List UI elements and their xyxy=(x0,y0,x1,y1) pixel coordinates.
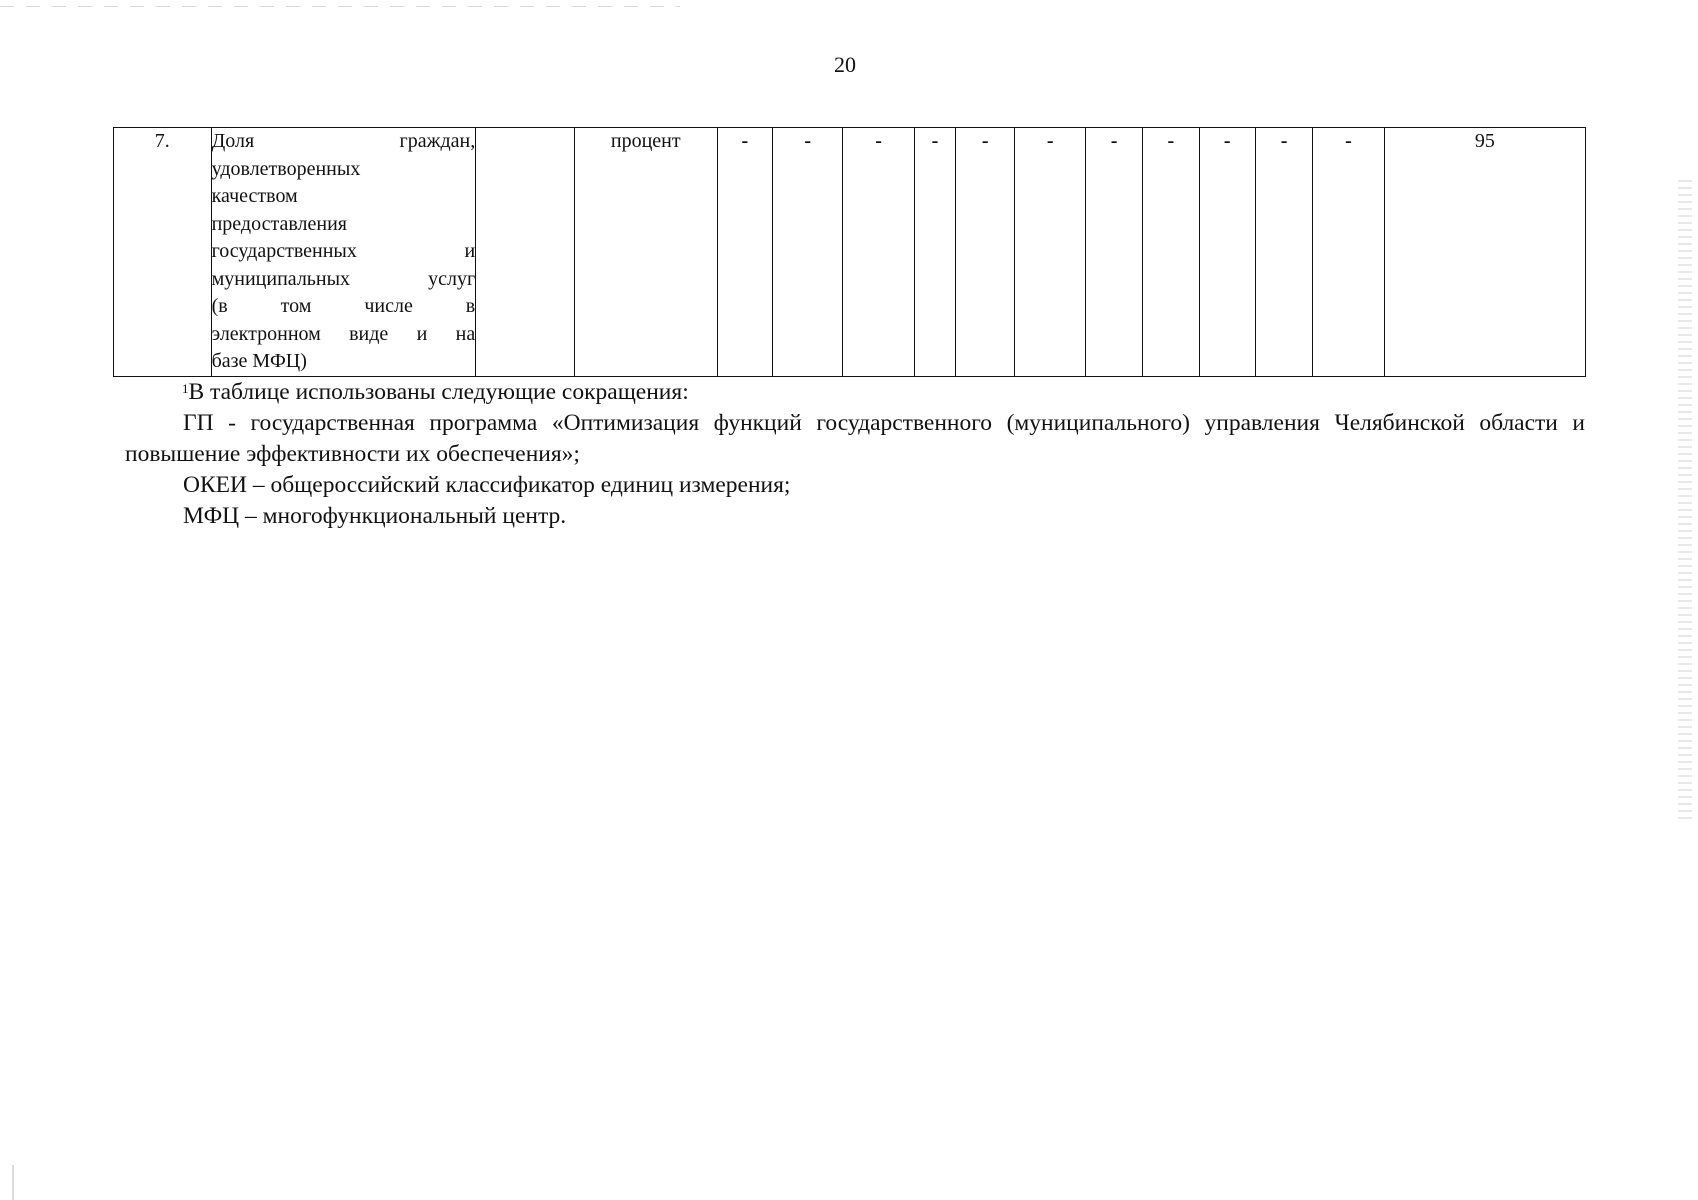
indicator-name-line: удовлетворенных xyxy=(211,157,361,180)
indicators-table xyxy=(113,127,1586,377)
year-value-cell: - xyxy=(914,128,955,377)
target-value-cell: 95 xyxy=(1384,128,1585,377)
year-value-cell: - xyxy=(1255,128,1312,377)
indicator-name-line: предоставления xyxy=(211,212,347,235)
year-value-cell: - xyxy=(843,128,914,377)
notes-intro xyxy=(125,377,1585,408)
scan-left-artifact xyxy=(12,1165,14,1200)
year-value-cell: - xyxy=(1015,128,1085,377)
row-number: 7. xyxy=(114,128,212,377)
unit-cell: процент xyxy=(574,128,717,377)
year-value-cell: - xyxy=(772,128,842,377)
scan-top-artifact xyxy=(0,6,680,7)
indicator-name-line: электронном виде и на xyxy=(211,322,476,345)
abbreviation-item: ГП - государственная программа «Оптимизация функций государственного (муниципального) управления Челябинской области и повышение эффективности их обеспечения»; xyxy=(125,410,1585,467)
notes-intro-text: В таблице использованы следующие сокращения: xyxy=(188,379,689,405)
indicator-name xyxy=(211,128,476,377)
scan-edge-artifact xyxy=(1678,180,1692,820)
indicator-name-line: Доля граждан, xyxy=(211,130,476,152)
year-value-cell: - xyxy=(956,128,1015,377)
year-value-cell: - xyxy=(1199,128,1255,377)
okei-code-cell xyxy=(476,128,575,377)
year-value-cell: - xyxy=(1313,128,1384,377)
indicator-name-line: (в том числе в xyxy=(211,295,476,317)
abbreviations-notes xyxy=(125,377,1585,532)
abbreviation-item: ОКЕИ – общероссийский классификатор единиц измерения; xyxy=(183,472,791,498)
footnote-mark: 1 xyxy=(182,381,189,396)
table-row xyxy=(114,128,1586,377)
indicator-name-line: государственных и xyxy=(211,240,476,262)
indicator-name-line: базе МФЦ) xyxy=(211,350,307,372)
indicator-name-line: качеством xyxy=(211,185,298,207)
year-value-cell: - xyxy=(717,128,772,377)
indicator-name-line: муниципальных услуг xyxy=(211,267,476,290)
page-number: 20 xyxy=(834,52,856,77)
abbreviation-item: МФЦ – многофункциональный центр. xyxy=(183,503,567,529)
year-value-cell: - xyxy=(1085,128,1142,377)
year-value-cell: - xyxy=(1143,128,1199,377)
